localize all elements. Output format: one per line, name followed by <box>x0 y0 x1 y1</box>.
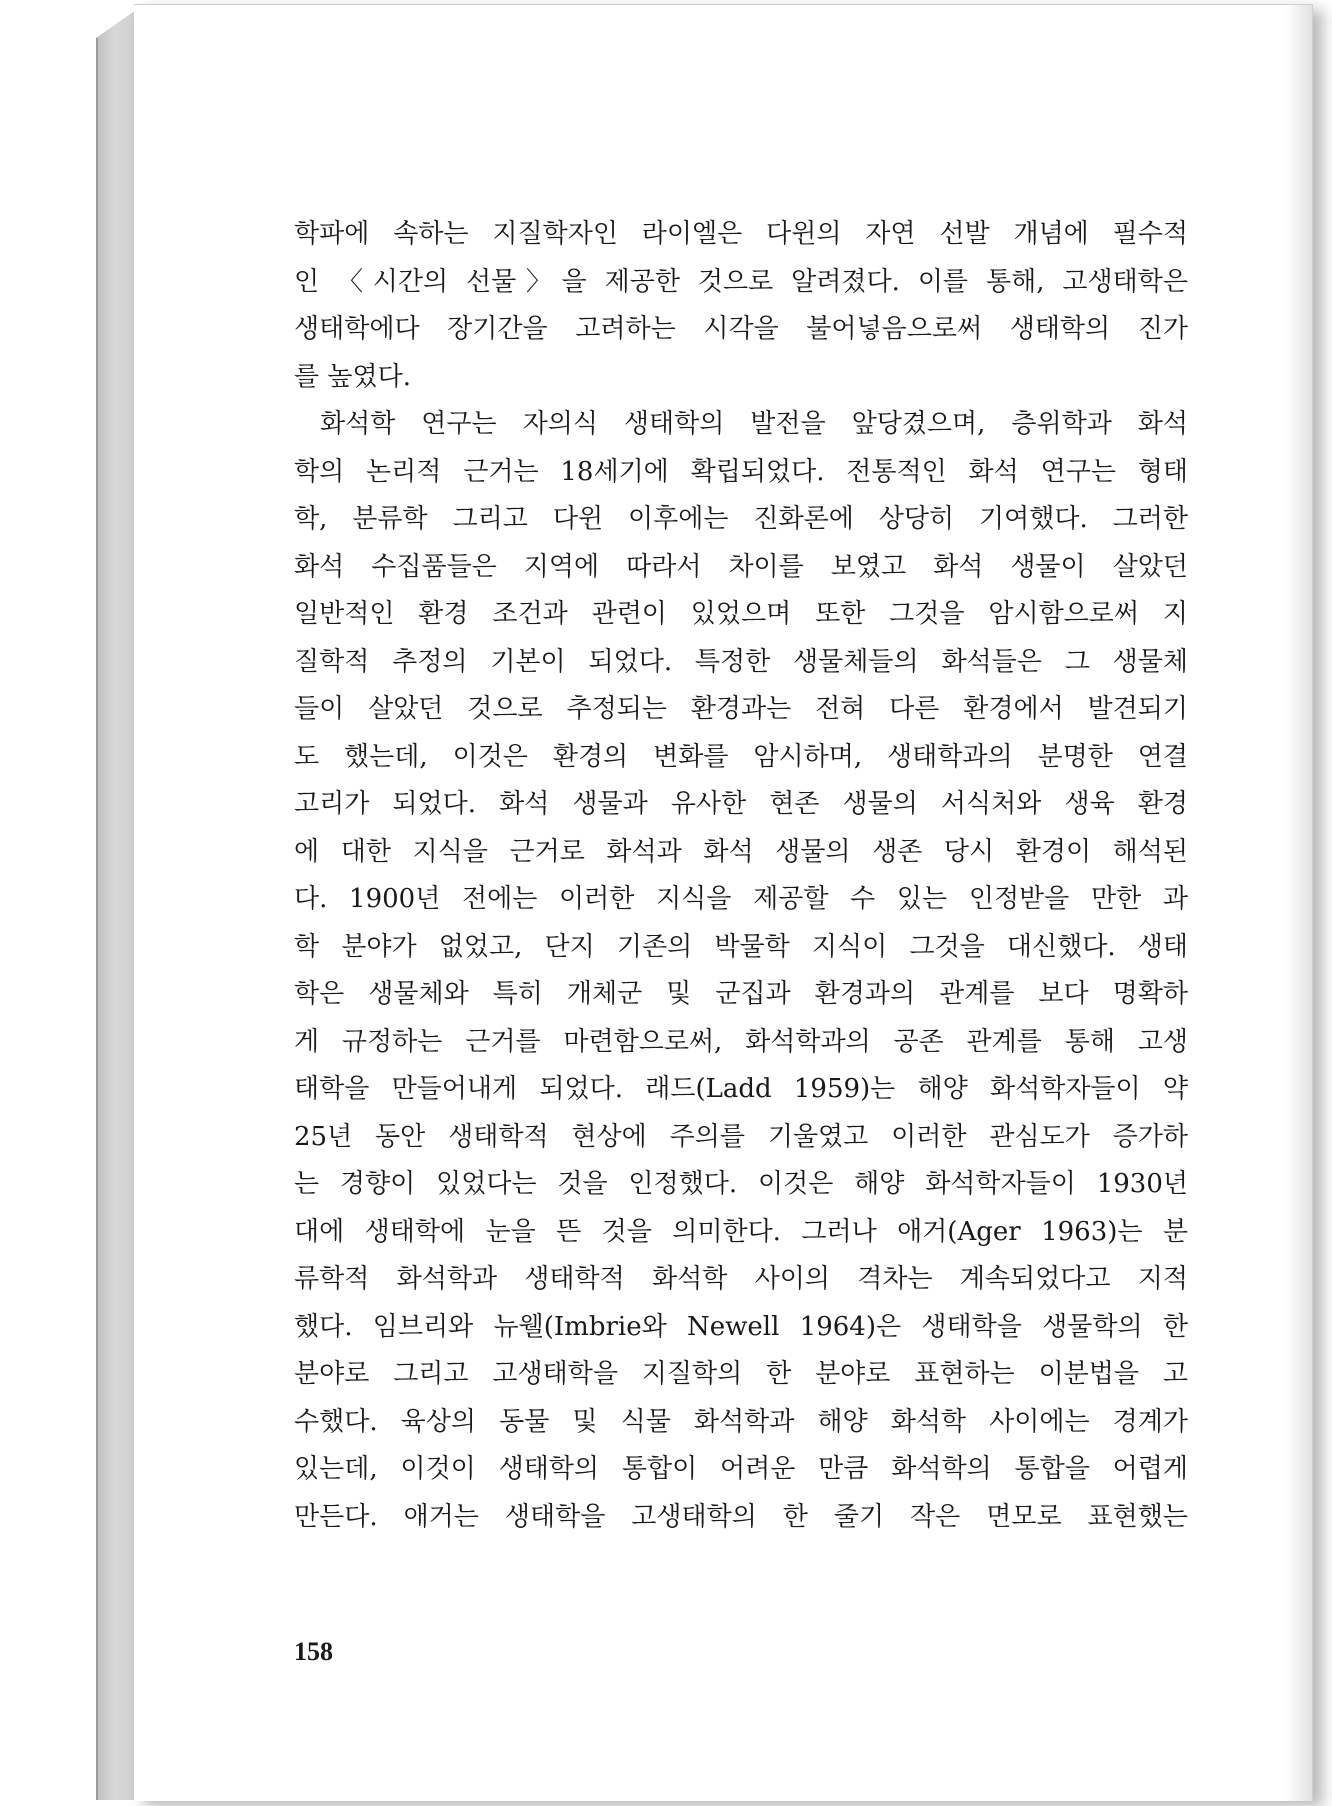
text-line: 화석 수집품들은 지역에 따라서 차이를 보였고 화석 생물이 살았던 <box>294 551 1188 582</box>
text-line: 다. 1900년 전에는 이러한 지식을 제공할 수 있는 인정받을 만한 과 <box>294 884 1188 914</box>
book-spine-edge <box>96 38 98 1800</box>
text-line: 25년 동안 생태학적 현상에 주의를 기울였고 이러한 관심도가 증가하 <box>294 1121 1188 1152</box>
text-line: 류학적 화석학과 생태학적 화석학 사이의 격차는 계속되었다고 지적 <box>294 1264 1188 1294</box>
text-line: 학 분야가 없었고, 단지 기존의 박물학 지식이 그것을 대신했다. 생태 <box>294 931 1188 962</box>
text-line: 학파에 속하는 지질학자인 라이엘은 다윈의 자연 선발 개념에 필수적 <box>294 219 1188 249</box>
text-line: 대에 생태학에 눈을 뜬 것을 의미한다. 그러나 애거(Ager 1963)는 분 <box>294 1216 1188 1247</box>
page-number: 158 <box>294 1637 333 1666</box>
text-line: 수했다. 육상의 동물 및 식물 화석학과 해양 화석학 사이에는 경계가 <box>294 1406 1188 1437</box>
text-line: 질학적 추정의 기본이 되었다. 특정한 생물체들의 화석들은 그 생물체 <box>294 646 1188 677</box>
text-line: 학, 분류학 그리고 다윈 이후에는 진화론에 상당히 기여했다. 그러한 <box>294 504 1188 534</box>
text-line: 를 높였다. <box>294 361 411 392</box>
text-line: 는 경향이 있었다는 것을 인정했다. 이것은 해양 화석학자들이 1930년 <box>294 1169 1188 1199</box>
body-text <box>294 211 1188 1541</box>
text-line: 들이 살았던 것으로 추정되는 환경과는 전혀 다른 환경에서 발견되기 <box>294 694 1188 724</box>
text-line: 에 대한 지식을 근거로 화석과 화석 생물의 생존 당시 환경이 해석된 <box>294 836 1188 867</box>
text-line: 학은 생물체와 특히 개체군 및 군집과 환경과의 관계를 보다 명확하 <box>294 979 1188 1009</box>
text-line: 생태학에다 장기간을 고려하는 시각을 불어넣음으로써 생태학의 진가 <box>294 314 1188 344</box>
text-line: 학의 논리적 근거는 18세기에 확립되었다. 전통적인 화석 연구는 형태 <box>294 456 1188 487</box>
text-line: 화석학 연구는 자의식 생태학의 발전을 앞당겼으며, 층위학과 화석 <box>320 409 1188 439</box>
text-line: 일반적인 환경 조건과 관련이 있었으며 또한 그것을 암시함으로써 지 <box>294 599 1188 629</box>
paragraph-2 <box>294 401 1188 1541</box>
text-line: 분야로 그리고 고생태학을 지질학의 한 분야로 표현하는 이분법을 고 <box>294 1359 1188 1389</box>
text-line: 만든다. 애거는 생태학을 고생태학의 한 줄기 작은 면모로 표현했는 <box>294 1501 1188 1532</box>
book-spine <box>96 10 136 1800</box>
text-line: 고리가 되었다. 화석 생물과 유사한 현존 생물의 서식처와 생육 환경 <box>294 789 1188 819</box>
text-line: 인 〈시간의 선물〉을 제공한 것으로 알려졌다. 이를 통해, 고생태학은 <box>294 266 1188 297</box>
book-page <box>134 4 1313 1801</box>
paragraph-1 <box>294 211 1188 401</box>
text-line: 했다. 임브리와 뉴웰(Imbrie와 Newell 1964)은 생태학을 생물학의 한 <box>294 1311 1188 1342</box>
text-line: 게 규정하는 근거를 마련함으로써, 화석학과의 공존 관계를 통해 고생 <box>294 1026 1188 1057</box>
text-line: 태학을 만들어내게 되었다. 래드(Ladd 1959)는 해양 화석학자들이 약 <box>294 1074 1188 1104</box>
text-line: 도 했는데, 이것은 환경의 변화를 암시하며, 생태학과의 분명한 연결 <box>294 741 1188 772</box>
text-line: 있는데, 이것이 생태학의 통합이 어려운 만큼 화석학의 통합을 어렵게 <box>294 1454 1188 1484</box>
